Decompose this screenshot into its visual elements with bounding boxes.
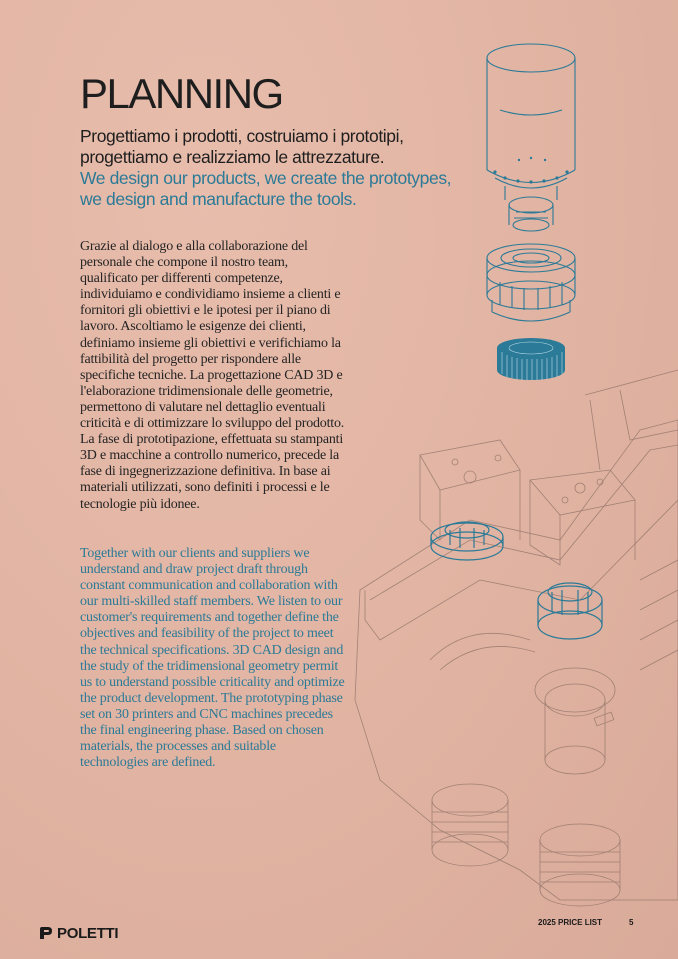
body-text-english: Together with our clients and suppliers we understand and draw project draft through constant communication and collaboration with our multi-skilled staff members. We listen to our customer's requirements and together define the objectives and feasibility of the project to meet the technical specifications. 3D CAD design and the study of the tridimensional geometry permit us to understand possible criticality and optimize the product development. The prototyping phase set on 30 printers and CNC machines precedes the final engineering phase. Based on chosen materials, the processes and suitable technologies are defined. (80, 546, 345, 771)
poletti-logo-icon (38, 925, 54, 941)
subtitle-english: We design our products, we create the prototypes, we design and manufacture the tools. (80, 168, 452, 209)
page-number: 5 (629, 918, 634, 927)
page-subtitle (80, 126, 470, 210)
body-text-italian: Grazie al dialogo e alla collaborazione del personale che compone il nostro team, qualificato per differenti competenze, individuiamo e condividiamo insieme a clienti e fornitori gli obiettivi e le ipotesi per il piano di lavoro. Ascoltiamo le esigenze dei clienti, definiamo insieme gli obiettivi e verifichiamo la fattibilità del progetto per rispondere alle specifiche tecniche. La progettazione CAD 3D e l'elaborazione tridimensionale delle geometrie, permettono di valutare nel dettaglio eventuali criticità e di ottimizzare lo sviluppo del prodotto. La fase di prototipazione, effettuata su stampanti 3D e macchine a controllo numerico, precede la fase di ingegnerizzazione definitiva. In base ai materiali utilizzati, sono definiti i processi e le tecnologie più idonee. (80, 239, 345, 512)
footer-price-list-label: 2025 PRICE LIST (538, 918, 603, 927)
footer-logo (38, 924, 118, 942)
brand-name: POLETTI (57, 924, 119, 942)
subtitle-italian: Progettiamo i prodotti, costruiamo i prototipi, progettiamo e realizziamo le attrezzature. (80, 126, 404, 167)
page-title: PLANNING (80, 70, 283, 117)
